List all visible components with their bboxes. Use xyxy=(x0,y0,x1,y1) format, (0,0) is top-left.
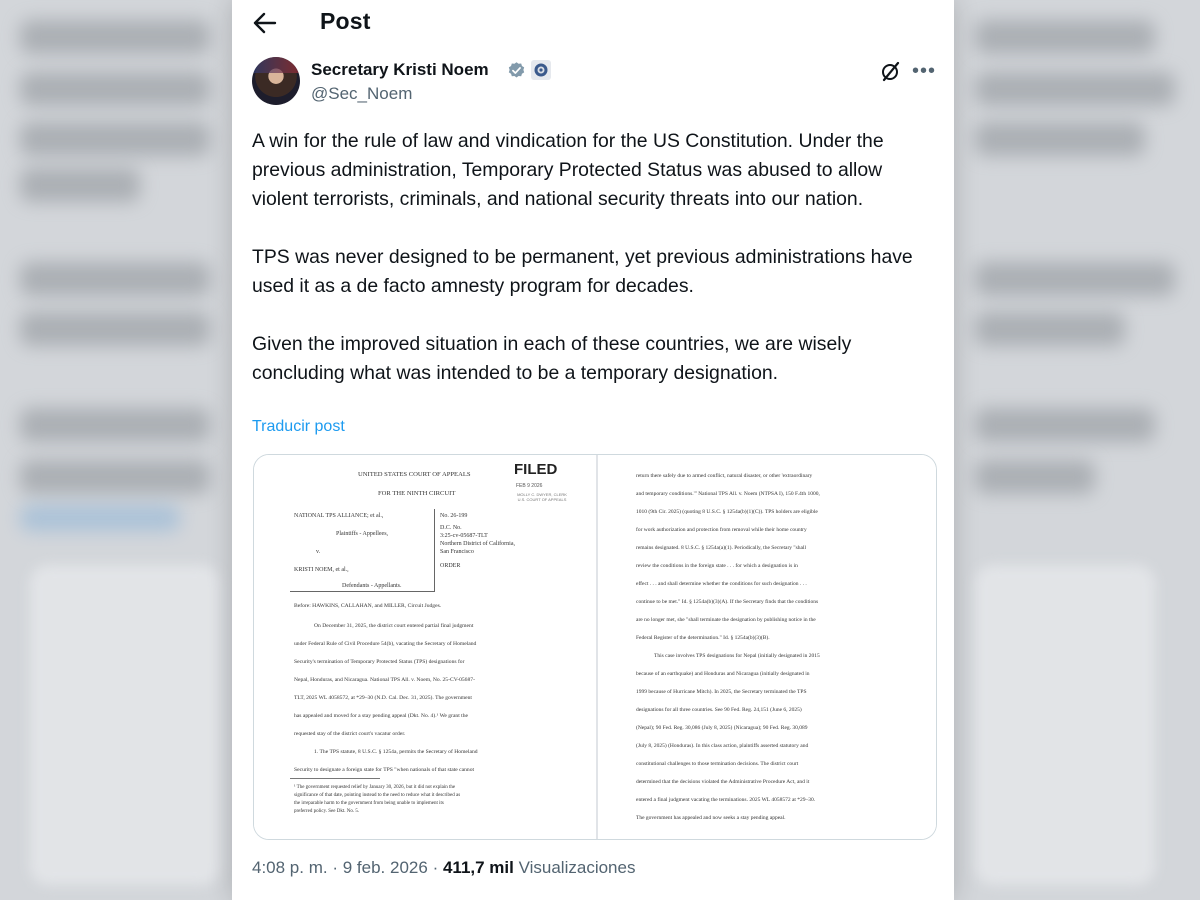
doc-line: requested stay of the district court's vacatur order. xyxy=(294,731,406,737)
order-heading: ORDER xyxy=(440,563,461,569)
doc-line: under Federal Rule of Civil Procedure 54(b), vacating the Secretary of Homeland xyxy=(294,641,477,647)
post-paragraph: TPS was never designed to be permanent, yet previous administrations have used it as a de facto amnesty program for decades. xyxy=(252,246,913,297)
clerk-stamp: MOLLY C. DWYER, CLERK U.S. COURT OF APPEALS xyxy=(517,492,567,502)
government-seal-icon[interactable] xyxy=(531,60,551,80)
doc-line: 1010 (9th Cir. 2025) (quoting 8 U.S.C. § 1254a(b)(1)(C)). TPS holders are eligible xyxy=(636,509,818,515)
footnote-rule xyxy=(290,778,380,779)
post-date[interactable]: 9 feb. 2026 xyxy=(342,858,428,877)
doc-line: This case involves TPS designations for Nepal (initially designated in 2015 xyxy=(654,653,820,659)
filed-stamp: FILED xyxy=(514,461,558,478)
attached-image[interactable] xyxy=(253,454,937,840)
post-paragraph: Given the improved situation in each of these countries, we are wisely concluding what was intended to be a temporary designation. xyxy=(252,333,852,384)
district: Northern District of California, xyxy=(440,541,515,547)
post-metadata xyxy=(252,858,635,878)
doc-line: determined that the decisions violated the Administrative Procedure Act, and it xyxy=(636,779,810,785)
case-caption-box xyxy=(290,509,435,592)
footnote-line: ¹ The government requested relief by January 30, 2026, but it did not explain the xyxy=(294,785,456,790)
meta-separator: · xyxy=(332,858,339,877)
views-label: Visualizaciones xyxy=(518,858,636,877)
doc-line: has appealed and moved for a stay pending appeal (Dkt. No. 4).¹ We grant the xyxy=(294,713,469,719)
post-body xyxy=(252,127,936,417)
court-circuit: FOR THE NINTH CIRCUIT xyxy=(378,490,456,497)
post-time[interactable]: 4:08 p. m. xyxy=(252,858,328,877)
doc-line: entered a final judgment vacating the terminations. 2025 WL 4058572 at *29–30. xyxy=(636,797,816,803)
document-page-1 xyxy=(254,455,594,839)
doc-line: 1999 because of Hurricane Mitch). In 2025, the Secretary terminated the TPS xyxy=(636,689,807,695)
post-card xyxy=(232,0,954,900)
author-name[interactable]: Secretary Kristi Noem xyxy=(311,60,489,79)
arrow-left-icon[interactable] xyxy=(252,11,278,35)
verified-badge-icon[interactable] xyxy=(507,61,526,80)
party-1-role: Plaintiffs - Appellees, xyxy=(336,531,389,537)
views-count: 411,7 mil xyxy=(442,858,514,877)
party-2: KRISTI NOEM, et al., xyxy=(294,567,349,573)
doc-line: constitutional challenges to those termination decisions. The district court xyxy=(636,761,799,767)
case-number: No. 26-199 xyxy=(440,513,468,519)
doc-line: Security to designate a foreign state for TPS "when nationals of that state cannot xyxy=(294,767,475,773)
doc-line: continue to be met." Id. § 1254a(b)(3)(A). If the Secretary finds that the conditions xyxy=(636,599,819,605)
doc-line: are no longer met, she "shall terminate the designation by publishing notice in the xyxy=(636,617,816,623)
doc-line: return there safely due to armed conflict, natural disaster, or other 'extraordinary xyxy=(636,473,813,479)
doc-line: for work authorization and protection from removal while their home country xyxy=(636,527,807,533)
doc-line: Federal Register of the determination." Id. § 1254a(b)(3)(B). xyxy=(636,635,770,641)
doc-line: On December 31, 2025, the district court entered partial final judgment xyxy=(314,623,474,629)
page-title: Post xyxy=(320,8,371,34)
post-paragraph: A win for the rule of law and vindication for the US Constitution. Under the previous administration, Temporary Protected Status was abused to allow violent terrorists, criminals, and national security threats into our nation. xyxy=(252,130,884,210)
doc-line: 1. The TPS statute, 8 U.S.C. § 1254a, permits the Secretary of Homeland xyxy=(314,749,478,755)
post-header xyxy=(232,0,954,46)
district-city: San Francisco xyxy=(440,549,474,555)
document-page-2 xyxy=(596,455,937,839)
footnote-line: significance of that date, pointing instead to the need to reduce what it described as xyxy=(294,793,461,798)
party-1: NATIONAL TPS ALLIANCE; et al., xyxy=(294,513,384,519)
footnote-line: preferred policy. See Dkt. No. 5. xyxy=(294,809,360,814)
more-options-icon[interactable]: ••• xyxy=(912,60,937,82)
doc-line: review the conditions in the foreign state . . . for which a designation is in xyxy=(636,563,798,569)
doc-line: because of an earthquake) and Honduras and Nicaragua (initially designated in xyxy=(636,671,810,677)
doc-line: TLT, 2025 WL 4058572, at *29–30 (N.D. Cal. Dec. 31, 2025). The government xyxy=(294,695,472,701)
author-handle[interactable]: @Sec_Noem xyxy=(311,84,413,103)
doc-line: remains designated. 8 U.S.C. § 1254a(a)(1). Periodically, the Secretary "shall xyxy=(636,545,807,551)
dc-number-label: D.C. No. xyxy=(440,525,462,531)
doc-line: and temporary conditions.'" National TPS All. v. Noem (NTPSA I), 150 F.4th 1000, xyxy=(636,491,820,497)
grok-icon[interactable] xyxy=(879,59,903,83)
doc-line: effect . . . and shall determine whether the conditions for such designation . . . xyxy=(636,581,807,587)
meta-separator: · xyxy=(432,858,439,877)
dc-number: 3:25-cv-05687-TLT xyxy=(440,533,488,539)
translate-post-link[interactable]: Traducir post xyxy=(252,418,345,435)
doc-line: Before: HAWKINS, CALLAHAN, and MILLER, Circuit Judges. xyxy=(294,603,442,609)
avatar[interactable] xyxy=(252,57,300,105)
court-name: UNITED STATES COURT OF APPEALS xyxy=(358,471,471,478)
party-2-role: Defendants - Appellants. xyxy=(342,583,402,589)
doc-line: Security's termination of Temporary Protected Status (TPS) designations for xyxy=(294,659,465,665)
doc-line: Nepal, Honduras, and Nicaragua. National TPS All. v. Noem, No. 25-CV-05687- xyxy=(294,677,475,683)
doc-line: (July 8, 2025) (Honduras). In this class action, plaintiffs asserted statutory and xyxy=(636,743,809,749)
doc-line: The government has appealed and now seeks a stay pending appeal. xyxy=(636,815,786,821)
doc-line: designations for all three countries. See 90 Fed. Reg. 24,151 (June 6, 2025) xyxy=(636,707,802,713)
footnote-line: the irreparable harm to the government from being unable to implement its xyxy=(294,801,444,806)
filed-date: FEB 9 2026 xyxy=(516,483,543,489)
versus: v. xyxy=(316,549,321,555)
doc-line: (Nepal); 90 Fed. Reg. 30,086 (July 8, 2025) (Nicaragua); 90 Fed. Reg. 30,089 xyxy=(636,725,808,731)
